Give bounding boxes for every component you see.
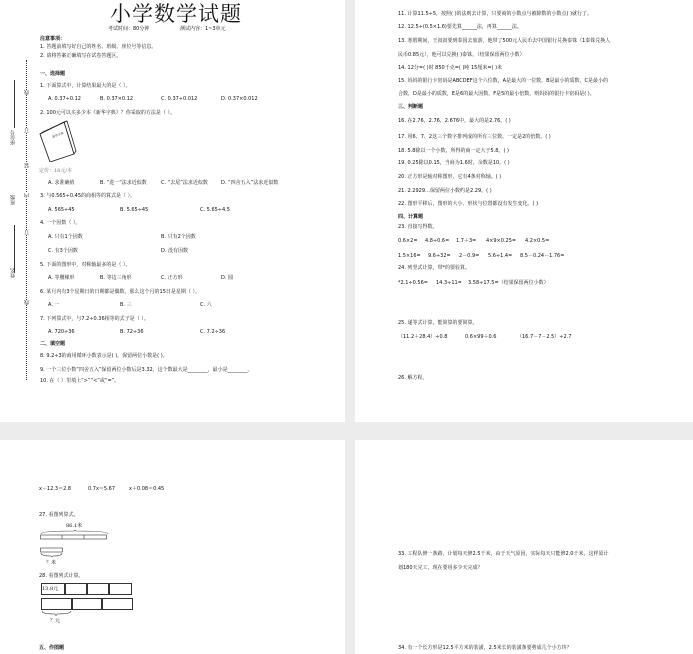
margin-mark: 装	[24, 163, 30, 168]
question-26: 26. 解方程。	[398, 375, 428, 381]
stepwise-calc: （16.7－7－2.5）÷2.7	[517, 334, 572, 340]
option: C. 7.2÷36	[200, 329, 226, 335]
section-heading: 一、选择题	[40, 71, 66, 77]
option: C. 正方形	[161, 275, 183, 281]
vertical-calc: 3.58÷17.5=（结果保留两位小数）	[468, 280, 549, 286]
question-23: 23. 直接写得数。	[398, 224, 438, 230]
margin-mark: 订	[24, 128, 30, 133]
option: C. “去尾”法求近似数	[161, 180, 208, 186]
margin-mark: 内	[24, 193, 30, 198]
question-33-cont: 划180天完工，现在要用多少天完成？	[398, 565, 483, 571]
oral-calc: 1.7＋3=	[456, 238, 477, 244]
option: B. 72÷36	[120, 329, 144, 335]
question-9: 9. 一个三位小数“四舍五入”保留两位小数后是3.32，这个数最大是________，最小是________。	[40, 367, 253, 373]
q28-cell	[41, 598, 73, 610]
option: A. 求准确值	[48, 180, 75, 186]
question-34: 34. 有一个长方形是12.5平方米的装潢，2.5米长的装潢条要剪成几个小方块？	[398, 645, 572, 651]
q27-line-diagram	[40, 528, 110, 573]
section-heading: 二、填空题	[40, 341, 66, 347]
option: C. 0.37÷0.012	[161, 96, 198, 102]
oral-calc: 5.6÷1.4=	[488, 253, 513, 259]
page-4	[355, 440, 693, 654]
oral-calc: 0.6×2=	[398, 238, 418, 244]
equation: 0.7x＝5.67	[88, 486, 116, 492]
section-heading: 三、判断题	[398, 104, 424, 110]
exam-scope: 测试内容：1~3单元	[180, 26, 226, 32]
option: B. 只有2个因数	[161, 234, 196, 240]
option: D. 0.37×0.012	[221, 96, 258, 102]
q28-known-cell: 13.8元	[41, 583, 66, 595]
class-label: 班级	[10, 195, 16, 205]
book-label: 新华字典	[51, 131, 65, 139]
question-10: 10. 在（ ）里填上“>”“<”或“=”。	[40, 378, 120, 384]
option: A. 等腰梯形	[48, 275, 75, 281]
q28-brace	[41, 610, 73, 618]
question-16: 16. 在2.76、2.7̇6̇、2.676中，最大的是2.76。( )	[398, 118, 511, 124]
oral-calc: 4×9×0.25=	[486, 238, 517, 244]
question-5: 5. 下面的图形中，对称轴最多的是（ ）。	[40, 262, 131, 268]
page-1	[0, 0, 345, 422]
margin-mark: 线	[24, 90, 30, 95]
margin-mark: 线	[24, 300, 30, 305]
oral-calc: 4.8÷0.6=	[425, 238, 450, 244]
question-33: 33. 工程队修一条路，计划每天修2.5千米，由于天气原因，实际每天只能修2.0千米，这样原计	[398, 551, 609, 557]
question-1: 1. 下面算式中，计算结果最大的是（ ）。	[40, 83, 131, 89]
page-title: 小学数学试题	[110, 2, 242, 26]
question-2: 2. 100元可以买多少本《新华字典》？你采取的方法是（ ）。	[40, 110, 175, 116]
question-14: 14. 12分=( )时 850千克=( )吨 15厘米=( )米	[398, 65, 503, 71]
section-heading: 五、作图题	[39, 645, 65, 651]
notice-item: 2. 请将答案正确填写在试卷答题区。	[40, 53, 122, 59]
question-15: 15. 妈妈的银行卡密码是ABCDEF这个六位数，A是最大的一位数，B是最小的质数，C是最小的	[398, 78, 609, 84]
option: C. 六	[200, 302, 212, 308]
q28-cell	[86, 583, 110, 595]
oral-calc: 9.6÷32=	[428, 253, 451, 259]
option: D. 没有因数	[161, 248, 189, 254]
book-price: 定价：18元/本	[39, 168, 73, 174]
stepwise-calc: 0.6×99＋0.6	[465, 334, 497, 340]
dictionary-book-image	[38, 120, 80, 162]
binding-line	[14, 225, 15, 273]
oral-calc: 1.5×16=	[398, 253, 421, 259]
question-22: 22. 图形平移后，图形的大小、形状与位置都没有发生变化。( )	[398, 201, 539, 207]
question-4: 4. 一个因数（ ）。	[40, 220, 81, 226]
oral-calc: 4.2×0.5=	[525, 238, 550, 244]
option: A. 565÷45	[48, 207, 75, 213]
question-11: 11. 计算11.5÷5，按照( )的法则去计算，只要商的小数点与被除数的小数点( )就行了。	[398, 11, 593, 17]
option: A. 720÷36	[48, 329, 75, 335]
q28-cell	[71, 598, 103, 610]
question-3: 3. 与0.565÷0.45的商相等的算式是（ ）。	[40, 193, 136, 199]
question-24: 24. 列竖式计算，带*的要验算。	[398, 265, 471, 271]
option: B. 0.37×0.12	[100, 96, 134, 102]
section-heading: 四、计算题	[398, 214, 424, 220]
question-27: 27. 看图列算式。	[39, 512, 79, 518]
option: C. 有3个因数	[48, 248, 78, 254]
exam-time: 考试时间：80分钟	[108, 26, 150, 32]
option: A. 0.37÷0.12	[48, 96, 81, 102]
option: A. 一	[48, 302, 60, 308]
q28-unknown-label: ？元	[50, 618, 61, 624]
q28-cell	[108, 583, 132, 595]
option: C. 5.65÷4.5	[200, 207, 230, 213]
equation: x＋0.08＝0.45	[129, 486, 165, 492]
question-6: 6. 某月内有3个星期日的日期都是偶数，那么这个月的15日是星期（ ）。	[40, 289, 200, 295]
question-28: 28. 看图列式计算。	[39, 573, 84, 579]
option: B. 5.65÷45	[120, 207, 149, 213]
question-12: 12. 12.5÷(0.5×1.6)要先算______法，再算______法。	[398, 24, 522, 30]
question-15-cont: 合数，D是最小的质数，E是6的最大因数，F是5的最小倍数，则妈妈的银行卡密码是( )。	[398, 91, 595, 97]
vertical-calc: 14.3÷11=	[436, 280, 462, 286]
margin-mark: 订	[24, 230, 30, 235]
option: B. 等边三角形	[100, 275, 132, 281]
question-20: 20. 正方形是轴对称图形，它有4条对称轴。( )	[398, 174, 502, 180]
oral-calc: 2－0.9=	[459, 253, 480, 259]
question-17: 17. 用6、7、2这三个数字排列成的所有三位数，一定是2的倍数。( )	[398, 134, 551, 140]
binding-line	[14, 80, 15, 128]
stepwise-calc: （11.2＋28.4）÷0.8	[398, 334, 448, 340]
page-3	[0, 440, 345, 654]
seat-label: 座位号	[10, 130, 16, 145]
notice-item: 1. 答题前填写好自己的姓名、班级、座位号等信息。	[40, 44, 157, 50]
name-label: 姓名	[10, 268, 16, 278]
q27-unknown-label: ？米	[46, 560, 57, 566]
question-21: 21. 2.2929…保留两位小数约是2.29。( )	[398, 188, 492, 194]
q27-total-label: 86.1米	[66, 523, 83, 529]
option: D. 圆	[221, 275, 234, 281]
question-7: 7. 下列算式中，与7.2÷0.36相等的式子是（ ）。	[40, 316, 149, 322]
q28-cell	[101, 598, 133, 610]
notice-heading: 注意事项：	[40, 36, 66, 42]
vertical-calc: *2.1÷0.56=	[398, 280, 428, 286]
equation: x－12.3＝2.8	[39, 486, 72, 492]
option: B. “进一”法求近似数	[100, 180, 147, 186]
question-8: 8. 9.2÷3的商用循环小数表示是( )，保留两位小数是( )。	[40, 353, 168, 359]
question-19: 19. 0.25除以0.15，当商为1.6时，余数是10。( )	[398, 160, 510, 166]
question-25: 25. 递等式计算，能简算的要简算。	[398, 320, 478, 326]
page-2	[355, 0, 693, 422]
option: B. 三	[120, 302, 132, 308]
question-13: 13. 寒假期间，王叔叔要到泰国去旅游，他带了500元人民币去中国银行兑换泰铢（1泰铢兑换人	[398, 38, 611, 44]
binding-dotted-line	[26, 60, 27, 380]
question-18: 18. 5.8除以一个小数，所得的商一定大于5.8。( )	[398, 148, 509, 154]
question-13-cont: 民币0.85元），他可以兑换( )泰铢。（结果保留两位小数）	[398, 52, 525, 58]
option: A. 只有1个因数	[48, 234, 83, 240]
oral-calc: 8.5－0.24－1.76=	[520, 253, 565, 259]
q28-cell	[64, 583, 88, 595]
option: D. “四舍五入”法求近似数	[221, 180, 279, 186]
